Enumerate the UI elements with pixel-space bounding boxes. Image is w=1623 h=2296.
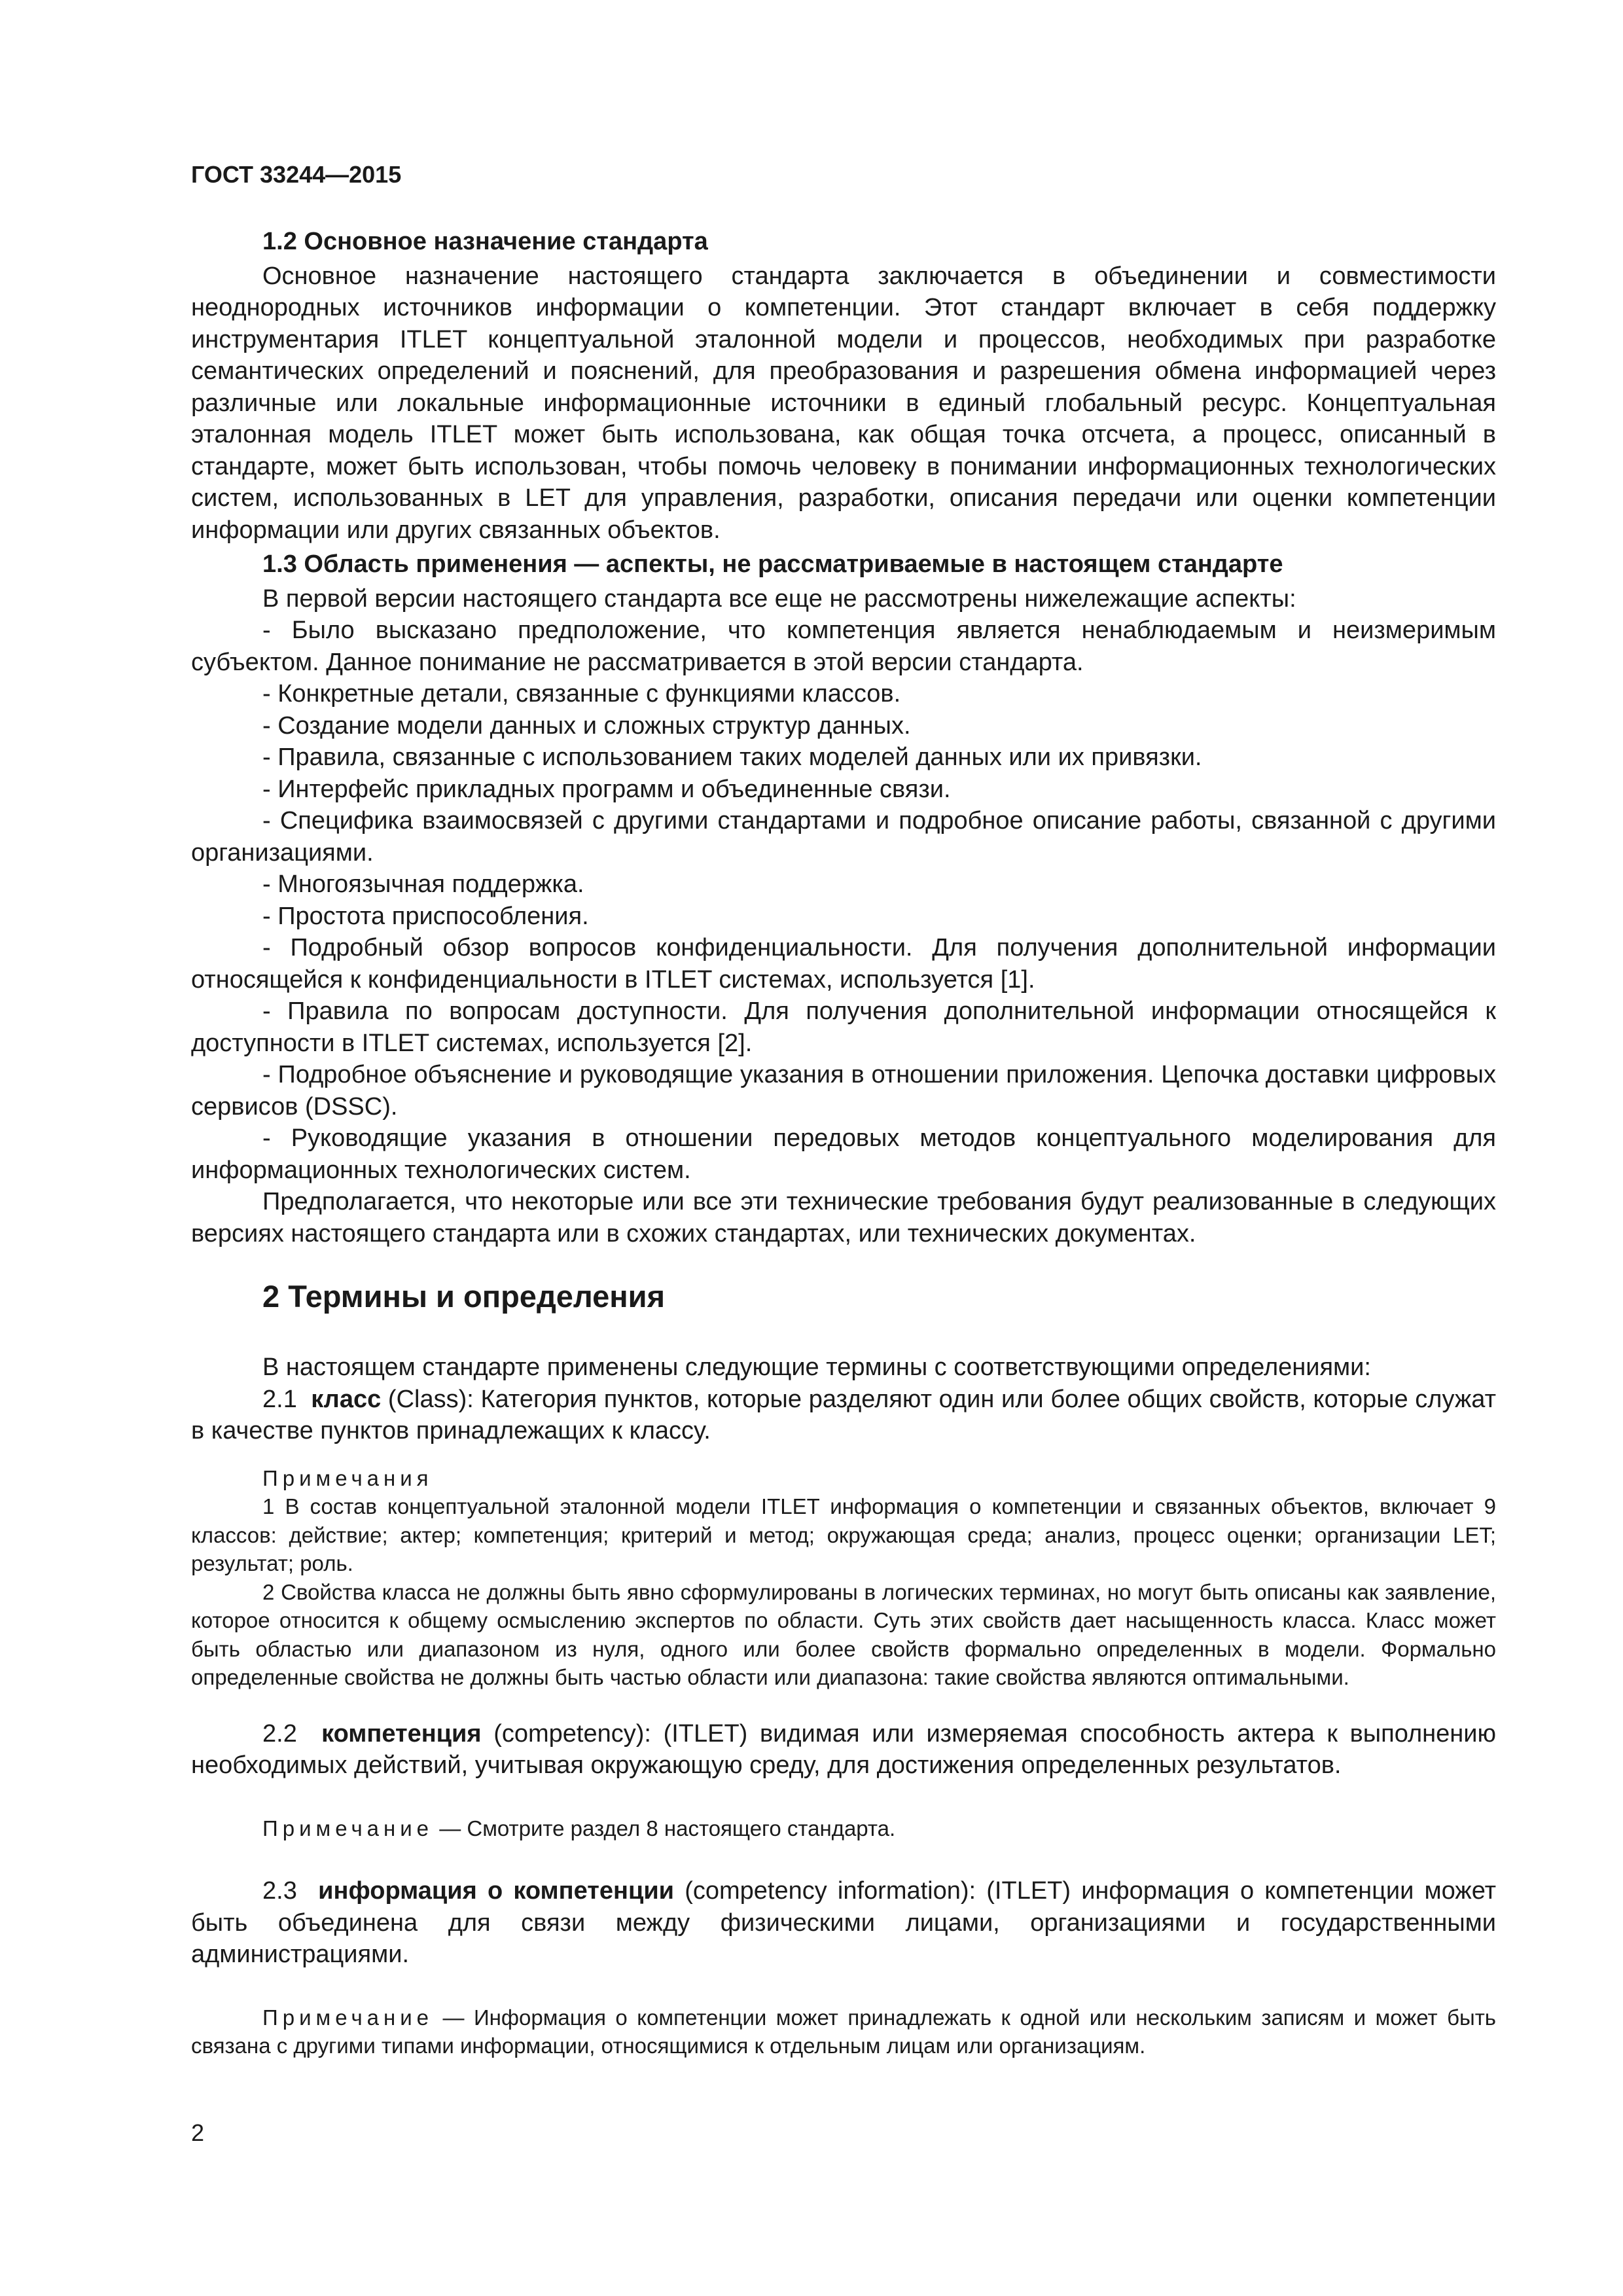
list-item: - Правила по вопросам доступности. Для получения дополнительной информации относящейся к доступности в ITLET системах, используется [2]. [191,997,1496,1057]
definition-term: компетенция [321,1719,482,1748]
list-item: - Создание модели данных и сложных структур данных. [262,711,911,740]
page-number: 2 [191,2119,205,2146]
list-item: - Специфика взаимосвязей с другими стандартами и подробное описание работы, связанной с другими организациями. [191,807,1496,867]
list-item: - Подробное объяснение и руководящие указания в отношении приложения. Цепочка доставки цифровых сервисов (DSSC). [191,1061,1496,1121]
definition-text: (Class): Категория пунктов, которые разделяют один или более общих свойств, которые служат в качестве пунктов принадлежащих к классу. [191,1385,1496,1444]
definition-2-3 [191,1875,1496,1971]
list-item: - Конкретные детали, связанные с функциями классов. [262,680,901,708]
note-2: 2 Свойства класса не должны быть явно сформулированы в логических терминах, но могут быть описаны как заявление, которое относится к общему осмыслению экспертов по области. Суть этих свойств дает насыщенность класса. Класс может быть областью или диапазоном из нуля, одного или более свойств формально определенных в модели. Формально определенные свойства не должны быть частью области или диапазона: такие свойства являются оптимальными. [191,1579,1496,1689]
note-text: — Смотрите раздел 8 настоящего стандарта. [439,1816,896,1840]
document-body [191,226,1496,2060]
definition-2-2 [191,1718,1496,1782]
definition-number: 2.1 [262,1385,297,1413]
section-heading-1-3: 1.3 Область применения — аспекты, не рассматриваемые в настоящем стандарте [262,550,1283,578]
paragraph: В настоящем стандарте применены следующие термины с соответствующими определениями: [262,1354,1371,1381]
definition-text: (competency information): (ITLET) информация о компетенции может быть объединена для связи между физическими лицами, организациями и государственными администрациями. [191,1877,1497,1968]
paragraph: Основное назначение настоящего стандарта заключается в объединении и совместимости неоднородных источников информации о компетенции. Этот стандарт включает в себя поддержку инструментария ITLET концептуальной эталонной модели и процессов, необходимых при разработке семантических определений и пояснений, для преобразования и разрешения обмена информацией через различные или локальные информационные источники в единый глобальный ресурс. Концептуальная эталонная модель ITLET может быть использована, как общая точка отсчета, а процесс, описанный в стандарте, может быть использован, чтобы помочь человеку в понимании информационных технологических систем, использованных в LET для управления, разработки, описания передачи или оценки компетенции информации или других связанных объектов. [191,262,1496,544]
list-item: - Подробный обзор вопросов конфиденциальности. Для получения дополнительной информации относящейся к конфиденциальности в ITLET системах, используется [1]. [191,934,1496,994]
notes-heading: Примечания [262,1465,433,1490]
list-item: - Простота приспособления. [262,902,589,930]
note-text: — Информация о компетенции может принадлежать к одной или нескольким записям и может быть связана с другими типами информации, относящимися к отдельным лицам или организациям. [191,2005,1496,2058]
definition-2-1 [191,1384,1496,1447]
list-item: - Руководящие указания в отношении передовых методов концептуального моделирования для информационных технологических систем. [191,1124,1496,1184]
note-label: Примечание [262,2005,434,2030]
definition-number: 2.3 [262,1877,297,1905]
note-label: Примечание [262,1816,434,1840]
section-heading-2: 2 Термины и определения [262,1279,665,1314]
list-item: - Многоязычная поддержка. [262,870,584,898]
list-item: - Интерфейс прикладных программ и объединенные связи. [262,775,951,803]
note-1: 1 В состав концептуальной эталонной модели ITLET информация о компетенции и связанных объектов, включает 9 классов: действие; актер; компетенция; критерий и метод; окружающая среда; анализ, процесс оценки; организации LET; результат; роль. [191,1494,1496,1575]
definition-number: 2.2 [262,1719,297,1748]
list-item: - Было высказано предположение, что компетенция является ненаблюдаемым и неизмеримым субъектом. Данное понимание не рассматривается в этой версии стандарта. [191,617,1496,676]
section-heading-1-2: 1.2 Основное назначение стандарта [262,228,708,255]
paragraph: В первой версии настоящего стандарта все еще не рассмотрены нижележащие аспекты: [262,584,1296,613]
paragraph: Предполагается, что некоторые или все эти технические требования будут реализованные в следующих версиях настоящего стандарта или в схожих стандартах, или технических документах. [191,1188,1496,1247]
definition-term: информация о компетенции [318,1877,675,1905]
definition-text: (competency): (ITLET) видимая или измеряемая способность актера к выполнению необходимых действий, учитывая окружающую среду, для достижения определенных результатов. [191,1719,1496,1779]
document-header: ГОСТ 33244—2015 [191,161,402,188]
note-2-3 [191,2003,1496,2060]
note-2-2 [191,1814,1496,1843]
definition-term: класс [311,1385,382,1413]
list-item: - Правила, связанные с использованием таких моделей данных или их привязки. [262,744,1202,771]
